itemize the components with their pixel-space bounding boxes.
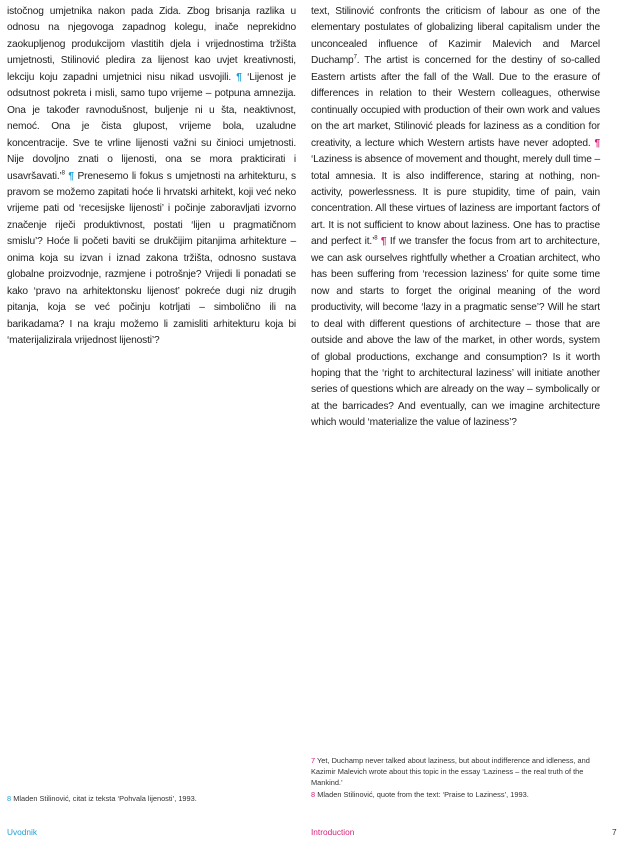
pilcrow-mark: ¶ <box>236 71 242 83</box>
footer-section-right: Introduction <box>311 827 355 837</box>
left-body-text <box>7 4 296 350</box>
footnote-number: 8 <box>7 794 12 803</box>
footnote <box>311 755 611 789</box>
right-column-english <box>311 4 600 432</box>
footnote-ref-8[interactable]: 8 <box>374 235 378 242</box>
page-number: 7 <box>612 827 617 837</box>
footnote-number: 8 <box>311 789 316 799</box>
footnote-text: Mladen Stilinović, citat iz teksta ‘Pohvala lijenosti’, 1993. <box>13 794 197 803</box>
right-paragraph-3: If we transfer the focus from art to architecture, we can ask ourselves rightfully whether a Croatian architect, who has been suffering from ‘recession laziness’ for quite some time now and starts to forget the original meaning of the word productivity, will become ‘lazy in a pragmatic sense’? Will he start to deal with different questions of architecture – those that are outside and above the law of the market, in other words, system of global productions, exchange and consumption? Is it worth hoping that the ‘right to architectural laziness’ will initiate another series of questions which are already on the way – symbolically or at the barricades? And eventually, can we imagine architecture which would ‘materialize the value of laziness’? <box>311 236 600 429</box>
left-quote-paragraph: ‘Lijenost je odsutnost pokreta i misli, samo tupo vrijeme – potpuna amnezija. Ona je također ravnodušnost, buljenje ni u šta, neaktivnost, nemoć. Ona je čista glupost, vrijeme bola, uzaludne koncentracije. Sve te vrline lijenosti važni su činioci umjetnosti. Nije dovoljno znati o lijenosti, ona se mora prakticirati i usavršavati.’ <box>7 71 296 182</box>
pilcrow-mark: ¶ <box>594 137 600 149</box>
footer-section-left: Uvodnik <box>7 827 37 837</box>
footnote-text: Mladen Stilinović, quote from the text: ‘Praise to Laziness’, 1993. <box>317 789 529 799</box>
left-paragraph-3: Prenesemo li fokus s umjetnosti na arhitekturu, s pravom se možemo zapitati hoće li hrvatski arhitekt, koji već neko vrijeme pati od ‘recesijske lijenosti’ i počinje zaboravljati izvorno značenje riječi produktivnost, postati ‘lijen u pragmatičnom smislu’? Hoće li početi baviti se drukčijim pitanjima arhitekture – onima koja su izvan i iznad zakona tržišta, odnosno sustava globalne proizvodnje, razmjene i potrošnje? Vrijedi li ponadati se kako ‘pravo na arhitektonsku lijenost’ pokreće dugi niz drugih pitanja, koja se već počinju kotrljati – simbolično ili na barikadama? I na kraju možemo li zamisliti arhitekturu koja bi ‘materijalizirala vrijednost lijenosti’? <box>7 170 296 347</box>
footnote-ref-8[interactable]: 8 <box>61 170 65 177</box>
footnote <box>7 793 307 804</box>
footnote <box>311 789 611 800</box>
left-footnotes <box>7 793 307 804</box>
right-paragraph-1a: text, Stilinović confronts the criticism of labour as one of the elementary postulates of globalizing liberal capitalism under the unconcealed influence of Kazimir Malevich and Marcel Duchamp <box>311 6 600 67</box>
left-column-croatian <box>7 4 296 350</box>
right-footnotes <box>311 755 611 800</box>
footnote-number: 7 <box>311 756 316 765</box>
pilcrow-mark: ¶ <box>68 170 74 182</box>
right-paragraph-1b: . The artist is concerned for the destiny of so-called Eastern artists after the fall of the Wall. Due to the erasure of differences in relation to their Western colleagues, otherwise continually occupied with production of their own work and values on the art market, Stilinović pleads for laziness as a condition for creativity, a lecture which Western artists have never adopted. <box>311 55 600 149</box>
footnote-text: Yet, Duchamp never talked about laziness, but about indifference and idleness, and Kazimir Malevich wrote about this topic in the essay ‘Laziness – the real truth of the Mankind.’ <box>311 756 590 788</box>
right-quote-paragraph: ‘Laziness is absence of movement and thought, merely dull time – total amnesia. It is also indifference, staring at nothing, non-activity, powerlessness. It is pure stupidity, time of pain, vain concentration. All these virtues of laziness are important factors of art. It is not sufficient to know about laziness. One has to practise and perfect it.’ <box>311 154 600 248</box>
footnote-ref-7[interactable]: 7 <box>353 54 357 61</box>
right-body-text <box>311 4 600 432</box>
left-paragraph-1: istočnog umjetnika nakon pada Zida. Zbog brisanja razlika u odnosu na njegovoga zapadnog kolegu, inače neprekidno zaokupljenog produkcijom vlastitih djela i vrijednostima tržišta umjetnosti, Stilinović pledira za lijenost kao uvjet kreativnosti, lekciju koju zapadni umjetnici nisu nikad usvojili. <box>7 6 296 83</box>
pilcrow-mark: ¶ <box>380 236 387 248</box>
